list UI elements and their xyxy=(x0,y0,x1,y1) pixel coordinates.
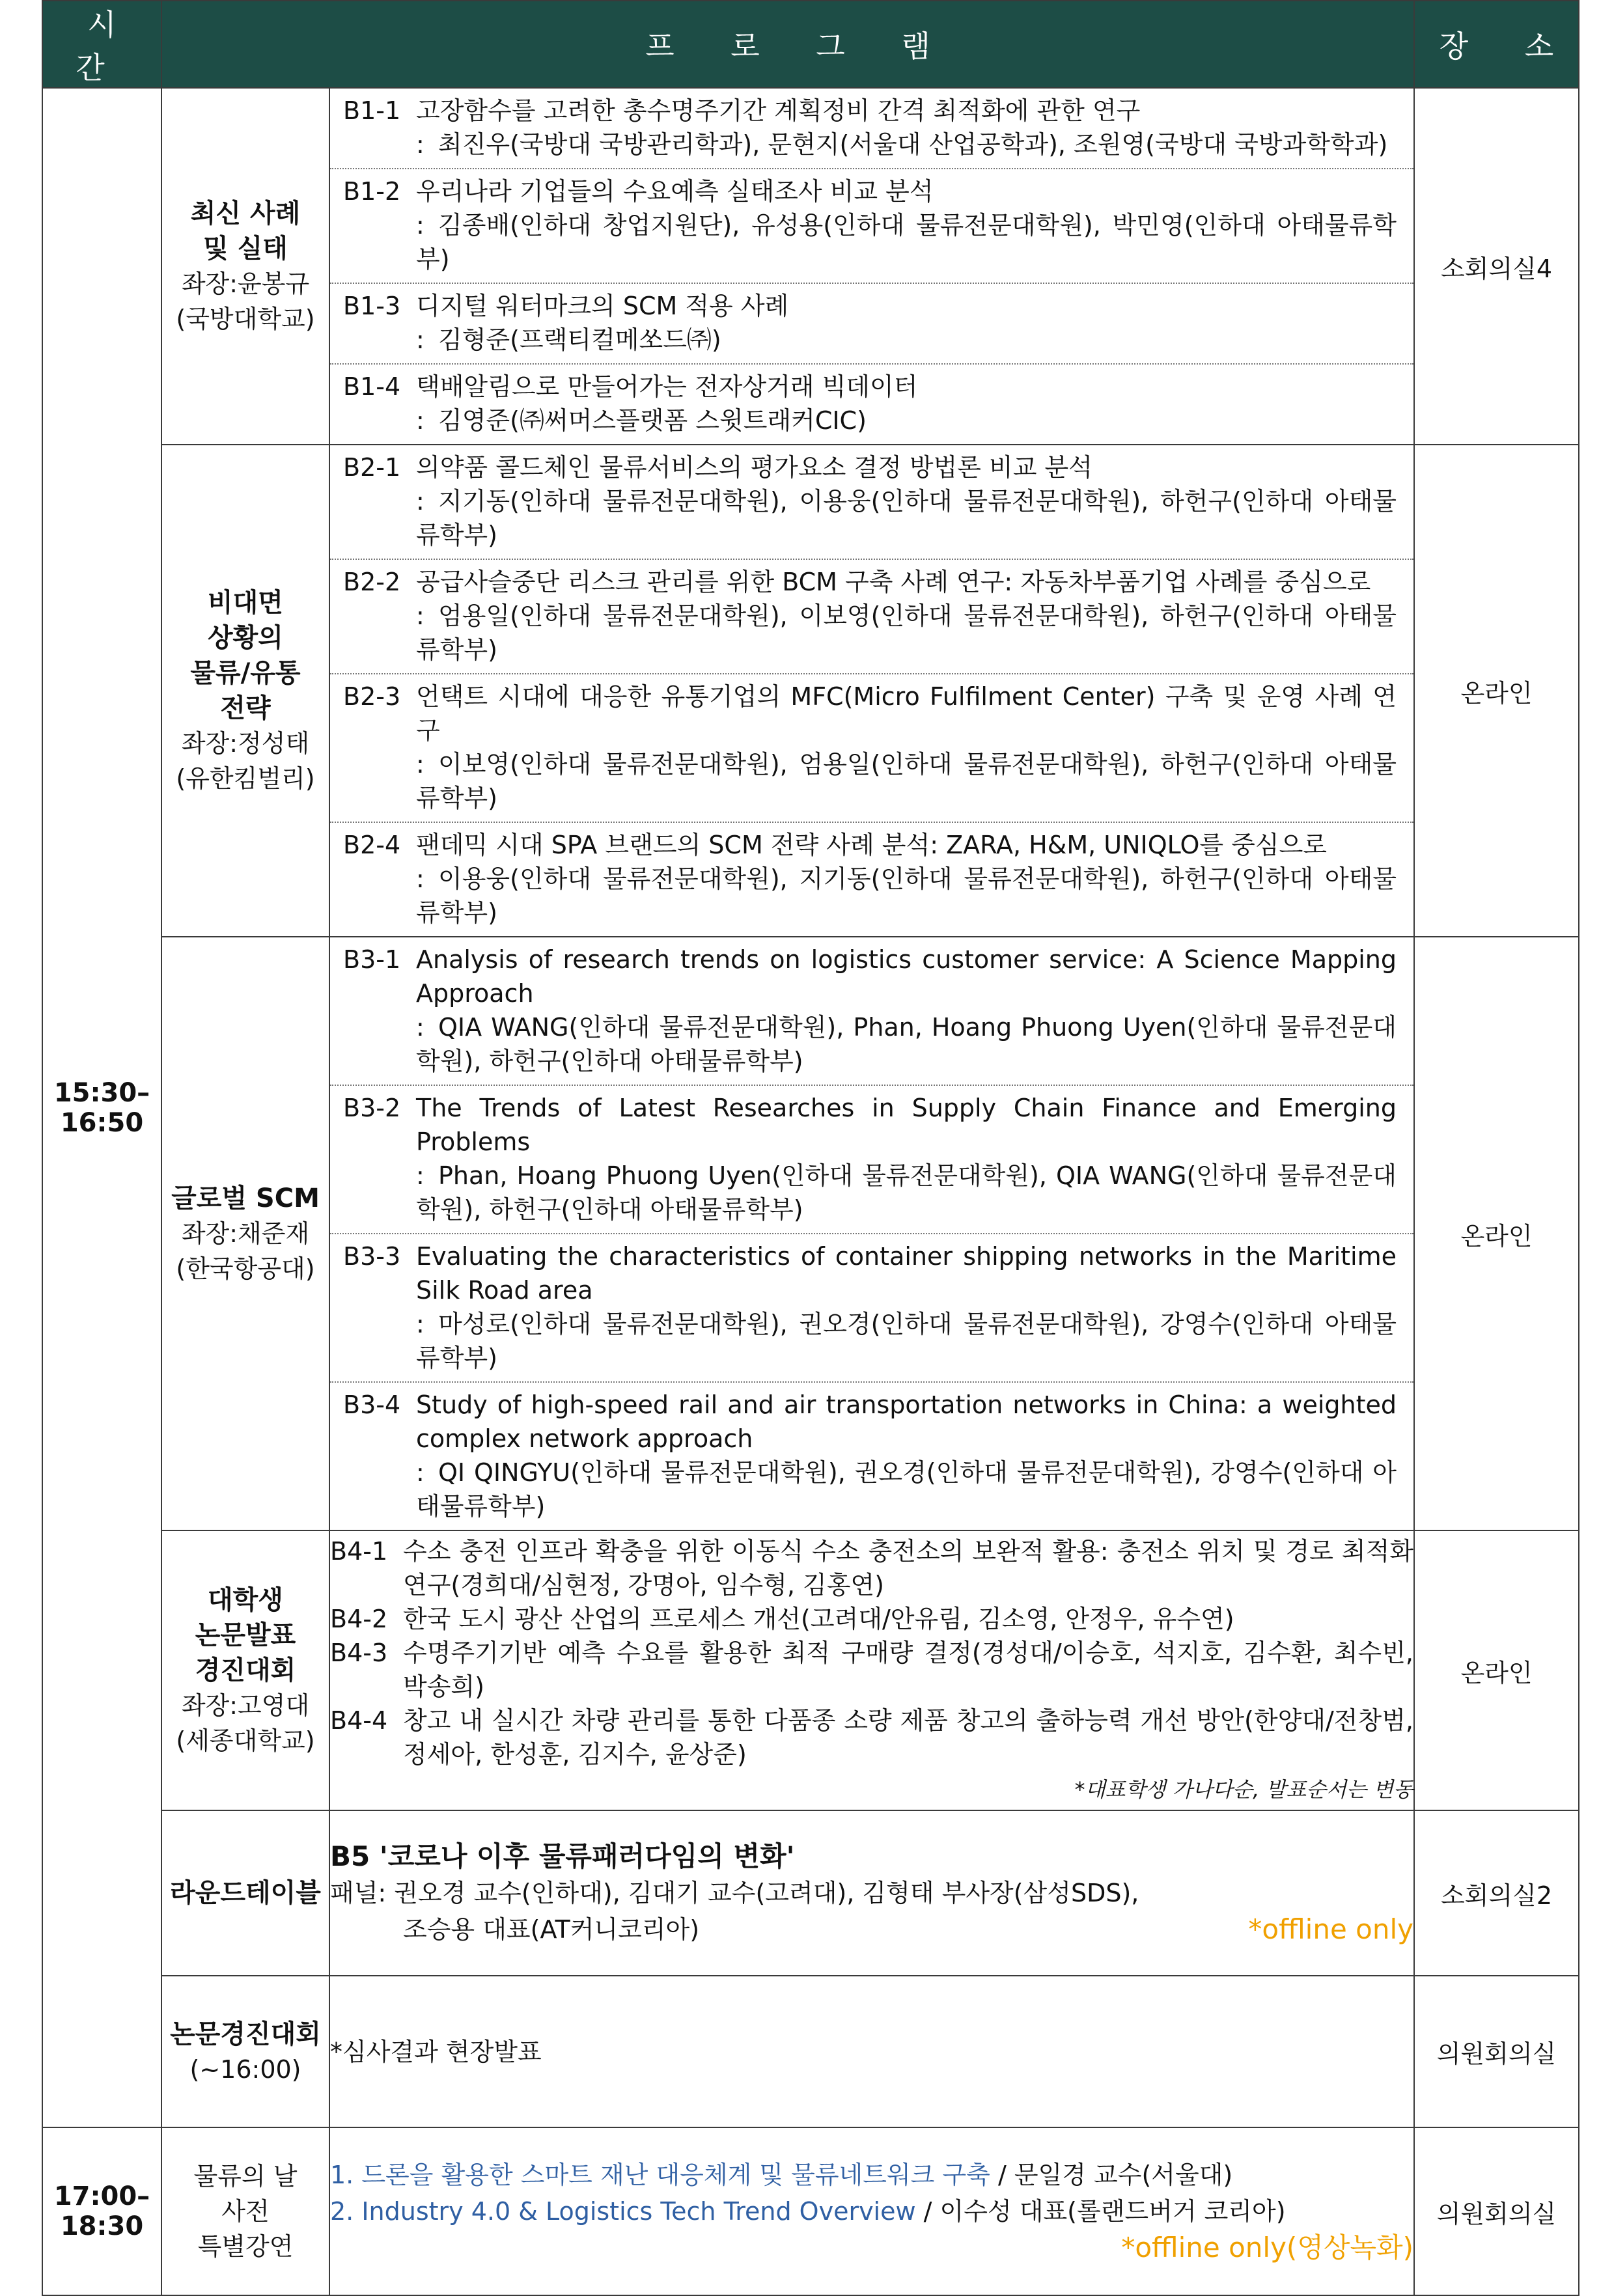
place-b5: 소회의실2 xyxy=(1414,1810,1579,1976)
paper-authors: 김형준(프랙티컬메쏘드㈜) xyxy=(438,325,721,354)
paper-authors: 엄용일(인하대 물류전문대학원), 이보영(인하대 물류전문대학원), 하헌구(인하대 아태물류학부) xyxy=(416,602,1397,664)
track-chair: 좌장:채준재 (한국항공대) xyxy=(176,1219,315,1283)
time-text: 17:00– 18:30 xyxy=(53,2181,150,2241)
paper-b1-2: B1-2 우리나라 기업들의 수요예측 실태조사 비교 분석 : 김종배(인하대 창업지원단), 유성용(인하대 물류전문대학원), 박민영(인하대 아태물류학부) xyxy=(330,169,1413,284)
paper-code: B1-1 xyxy=(343,96,401,125)
lecture-row xyxy=(42,2127,1579,2295)
paper-code: B4-2 xyxy=(330,1605,388,1633)
track-b1 xyxy=(161,88,329,445)
paper-text: 수소 충전 인프라 확충을 위한 이동식 수소 충전소의 보완적 활용: 충전소 위치 및 경로 최적화 연구(경희대/심현정, 강명아, 임수형, 김홍연) xyxy=(403,1537,1413,1599)
paper-b1-4: B1-4 택배알림으로 만들어가는 전자상거래 빅데이터 : 김영준(㈜써머스플랫폼 스윗트래커CIC) xyxy=(330,365,1413,444)
time-text: 15:30– 16:50 xyxy=(53,1077,150,1138)
contest-label: 논문경진대회 xyxy=(170,2019,321,2049)
track-b2 xyxy=(161,445,329,937)
track-chair: 좌장:윤봉규 (국방대학교) xyxy=(176,270,315,333)
lecture-title: 1. 드론을 활용한 스마트 재난 대응체계 및 물류네트워크 구축 xyxy=(330,2160,990,2189)
paper-b4-3 xyxy=(330,1636,1413,1704)
track-title: 대학생 논문발표 경진대회 xyxy=(195,1585,296,1685)
paper-title: Analysis of research trends on logistics customer service: A Science Mapping Approach xyxy=(416,945,1397,1008)
paper-authors: 이용웅(인하대 물류전문대학원), 지기동(인하대 물류전문대학원), 하헌구(인하대 아태물류학부) xyxy=(416,864,1397,927)
paper-code: B3-3 xyxy=(343,1242,401,1271)
paper-code: B2-2 xyxy=(343,568,401,596)
paper-code: B3-4 xyxy=(343,1390,401,1419)
paper-code: B3-1 xyxy=(343,945,401,974)
contest-sub: (~16:00) xyxy=(189,2054,301,2084)
paper-b3-2: B3-2 The Trends of Latest Researches in Supply Chain Finance and Emerging Problems : Phan, Hoang Phuong Uyen(인하대 물류전문대학원), QIA WANG(인하대 물류전문대학원), 하헌구(인하대 아태물류학부) xyxy=(330,1086,1413,1234)
paper-text: 창고 내 실시간 차량 관리를 통한 다품종 소량 제품 창고의 출하능력 개선 방안(한양대/전창범, 정세아, 한성훈, 김지수, 윤상준) xyxy=(403,1706,1413,1769)
lecture-label-cell xyxy=(161,2127,329,2295)
lecture-label: 물류의 날 사전 특별강연 xyxy=(193,2162,298,2261)
paper-text: 수명주기기반 예측 수요를 활용한 최적 구매량 결정(경성대/이승호, 석지호, 김수환, 최수빈, 박송희) xyxy=(403,1639,1413,1701)
place-b4: 온라인 xyxy=(1414,1530,1579,1810)
track-chair: 좌장:고영대 (세종대학교) xyxy=(176,1691,315,1755)
paper-code: B4-3 xyxy=(330,1639,388,1667)
roundtable-panel-line2: 조승용 대표(AT커니코리아) xyxy=(403,1915,700,1944)
place-lecture: 의원회의실 xyxy=(1414,2127,1579,2295)
track-b3 xyxy=(161,937,329,1530)
paper-b3-1: B3-1 Analysis of research trends on logistics customer service: A Science Mapping Approach : QIA WANG(인하대 물류전문대학원), Phan, Hoang Phuong Uyen(인하대 물류전문대학원), 하헌구(인하대 아태물류학부) xyxy=(330,937,1413,1086)
track-row-b4 xyxy=(42,1530,1579,1810)
paper-authors: QI QINGYU(인하대 물류전문대학원), 권오경(인하대 물류전문대학원), 강영수(인하대 아태물류학부) xyxy=(416,1458,1397,1521)
paper-authors: 지기동(인하대 물류전문대학원), 이용웅(인하대 물류전문대학원), 하헌구(인하대 아태물류학부) xyxy=(416,487,1397,549)
paper-title: 팬데믹 시대 SPA 브랜드의 SCM 전략 사례 분석: ZARA, H&M, UNIQLO를 중심으로 xyxy=(416,831,1327,859)
track-title: 비대면 상황의 물류/유통 전략 xyxy=(190,588,301,723)
paper-title: The Trends of Latest Researches in Supply Chain Finance and Emerging Problems xyxy=(416,1094,1397,1156)
paper-authors: Phan, Hoang Phuong Uyen(인하대 물류전문대학원), QIA WANG(인하대 물류전문대학원), 하헌구(인하대 아태물류학부) xyxy=(416,1161,1397,1224)
paper-authors: 마성로(인하대 물류전문대학원), 권오경(인하대 물류전문대학원), 강영수(인하대 아태물류학부) xyxy=(416,1310,1397,1372)
track-title: 최신 사례 및 실태 xyxy=(190,199,301,264)
place-b1: 소회의실4 xyxy=(1414,88,1579,445)
paper-authors: QIA WANG(인하대 물류전문대학원), Phan, Hoang Phuong Uyen(인하대 물류전문대학원), 하헌구(인하대 아태물류학부) xyxy=(416,1013,1397,1075)
place-b2: 온라인 xyxy=(1414,445,1579,937)
paper-code: B2-1 xyxy=(343,453,401,482)
track-title: 글로벌 SCM xyxy=(171,1183,320,1213)
header-place: 장 소 xyxy=(1414,1,1579,88)
schedule-table xyxy=(42,0,1579,2296)
roundtable-content xyxy=(329,1810,1414,1976)
paper-code: B4-4 xyxy=(330,1706,388,1735)
track-b4 xyxy=(161,1530,329,1810)
paper-b4-2 xyxy=(330,1602,1413,1636)
track-row-b2 xyxy=(42,445,1579,937)
paper-authors: 김영준(㈜써머스플랫폼 스윗트래커CIC) xyxy=(438,406,867,435)
paper-authors: 이보영(인하대 물류전문대학원), 엄용일(인하대 물류전문대학원), 하헌구(인하대 아태물류학부) xyxy=(416,750,1397,812)
contest-text: *심사결과 현장발표 xyxy=(330,2037,542,2066)
header-row xyxy=(42,1,1579,88)
contest-label-cell xyxy=(161,1976,329,2127)
lecture-1 xyxy=(330,2157,1413,2193)
paper-code: B3-2 xyxy=(343,1094,401,1122)
lecture-content xyxy=(329,2127,1414,2295)
header-program: 프 로 그 램 xyxy=(161,1,1414,88)
paper-title: 고장함수를 고려한 총수명주기간 계획정비 간격 최적화에 관한 연구 xyxy=(416,96,1141,125)
paper-title: 디지털 워터마크의 SCM 적용 사례 xyxy=(416,292,789,320)
paper-title: 공급사슬중단 리스크 관리를 위한 BCM 구축 사례 연구: 자동차부품기업 사례를 중심으로 xyxy=(416,568,1371,596)
paper-text: 한국 도시 광산 산업의 프로세스 개선(고려대/안유림, 김소영, 안정우, 유수연) xyxy=(403,1605,1234,1633)
track-row-b1 xyxy=(42,88,1579,445)
lecture-title: 2. Industry 4.0 & Logistics Tech Trend Overview xyxy=(330,2196,916,2226)
contest-content xyxy=(329,1976,1414,2127)
paper-b3-3: B3-3 Evaluating the characteristics of container shipping networks in the Maritime Silk Road area : 마성로(인하대 물류전문대학원), 권오경(인하대 물류전문대학원), 강영수(인하대 아태물류학부) xyxy=(330,1234,1413,1383)
paper-authors: 최진우(국방대 국방관리학과), 문현지(서울대 산업공학과), 조원영(국방대 국방과학학과) xyxy=(438,130,1388,159)
roundtable-offline: *offline only xyxy=(1248,1913,1413,1945)
paper-b3-4: B3-4 Study of high-speed rail and air transportation networks in China: a weighted complex network approach : QI QINGYU(인하대 물류전문대학원), 권오경(인하대 물류전문대학원), 강영수(인하대 아태물류학부) xyxy=(330,1383,1413,1530)
papers-b1 xyxy=(329,88,1414,445)
paper-code: B4-1 xyxy=(330,1537,388,1566)
paper-b2-4: B2-4 팬데믹 시대 SPA 브랜드의 SCM 전략 사례 분석: ZARA, H&M, UNIQLO를 중심으로 : 이용웅(인하대 물류전문대학원), 지기동(인하대 물류전문대학원), 하헌구(인하대 아태물류학부) xyxy=(330,823,1413,936)
papers-b3 xyxy=(329,937,1414,1530)
place-contest: 의원회의실 xyxy=(1414,1976,1579,2127)
paper-b2-2: B2-2 공급사슬중단 리스크 관리를 위한 BCM 구축 사례 연구: 자동차부품기업 사례를 중심으로 : 엄용일(인하대 물류전문대학원), 이보영(인하대 물류전문대학원), 하헌구(인하대 아태물류학부) xyxy=(330,560,1413,674)
place-b3: 온라인 xyxy=(1414,937,1579,1530)
b4-note: *대표학생 가나다순, 발표순서는 변동 xyxy=(1074,1777,1413,1802)
paper-b1-1: B1-1 고장함수를 고려한 총수명주기간 계획정비 간격 최적화에 관한 연구 : 최진우(국방대 국방관리학과), 문현지(서울대 산업공학과), 조원영(국방대 국방과학학과) xyxy=(330,89,1413,169)
roundtable-row xyxy=(42,1810,1579,1976)
paper-title: Study of high-speed rail and air transportation networks in China: a weighted complex network approach xyxy=(416,1390,1397,1453)
paper-authors: 김종배(인하대 창업지원단), 유성용(인하대 물류전문대학원), 박민영(인하대 아태물류학부) xyxy=(416,211,1397,273)
paper-b1-3: B1-3 디지털 워터마크의 SCM 적용 사례 : 김형준(프랙티컬메쏘드㈜) xyxy=(330,284,1413,365)
roundtable-panel-line1: 패널: 권오경 교수(인하대), 김대기 교수(고려대), 김형태 부사장(삼성SDS), xyxy=(330,1879,1139,1907)
paper-title: 언택트 시대에 대응한 유통기업의 MFC(Micro Fulfilment Center) 구축 및 운영 사례 연구 xyxy=(416,682,1397,745)
lecture-speaker: / 문일경 교수(서울대) xyxy=(990,2160,1233,2189)
papers-b4 xyxy=(329,1530,1414,1810)
paper-title: Evaluating the characteristics of container shipping networks in the Maritime Silk Road area xyxy=(416,1242,1397,1305)
paper-title: 의약품 콜드체인 물류서비스의 평가요소 결정 방법론 비교 분석 xyxy=(416,453,1092,482)
paper-title: 우리나라 기업들의 수요예측 실태조사 비교 분석 xyxy=(416,177,934,206)
paper-title: 택배알림으로 만들어가는 전자상거래 빅데이터 xyxy=(416,372,918,401)
time-cell-1530 xyxy=(42,88,161,2127)
lecture-2 xyxy=(330,2193,1413,2230)
track-row-b3 xyxy=(42,937,1579,1530)
paper-b4-1 xyxy=(330,1534,1413,1602)
papers-b2 xyxy=(329,445,1414,937)
lecture-offline: *offline only(영상녹화) xyxy=(1121,2231,1413,2263)
lecture-speaker: / 이수성 대표(롤랜드버거 코리아) xyxy=(915,2196,1286,2226)
paper-code: B1-2 xyxy=(343,177,401,206)
track-chair: 좌장:정성태 (유한킴벌리) xyxy=(176,729,315,793)
paper-b2-1: B2-1 의약품 콜드체인 물류서비스의 평가요소 결정 방법론 비교 분석 : 지기동(인하대 물류전문대학원), 이용웅(인하대 물류전문대학원), 하헌구(인하대 아태물류학부) xyxy=(330,445,1413,560)
time-cell-1700 xyxy=(42,2127,161,2295)
paper-code: B2-4 xyxy=(343,831,401,859)
paper-code: B1-4 xyxy=(343,372,401,401)
paper-code: B2-3 xyxy=(343,682,401,711)
roundtable-label: 라운드테이블 xyxy=(170,1878,321,1908)
paper-b2-3: B2-3 언택트 시대에 대응한 유통기업의 MFC(Micro Fulfilment Center) 구축 및 운영 사례 연구 : 이보영(인하대 물류전문대학원), 엄용일(인하대 물류전문대학원), 하헌구(인하대 아태물류학부) xyxy=(330,674,1413,823)
contest-row xyxy=(42,1976,1579,2127)
paper-code: B1-3 xyxy=(343,292,401,320)
paper-b4-4 xyxy=(330,1704,1413,1771)
roundtable-label-cell xyxy=(161,1810,329,1976)
header-time: 시 간 xyxy=(42,1,161,88)
roundtable-title: B5 '코로나 이후 물류패러다임의 변화' xyxy=(330,1840,795,1872)
